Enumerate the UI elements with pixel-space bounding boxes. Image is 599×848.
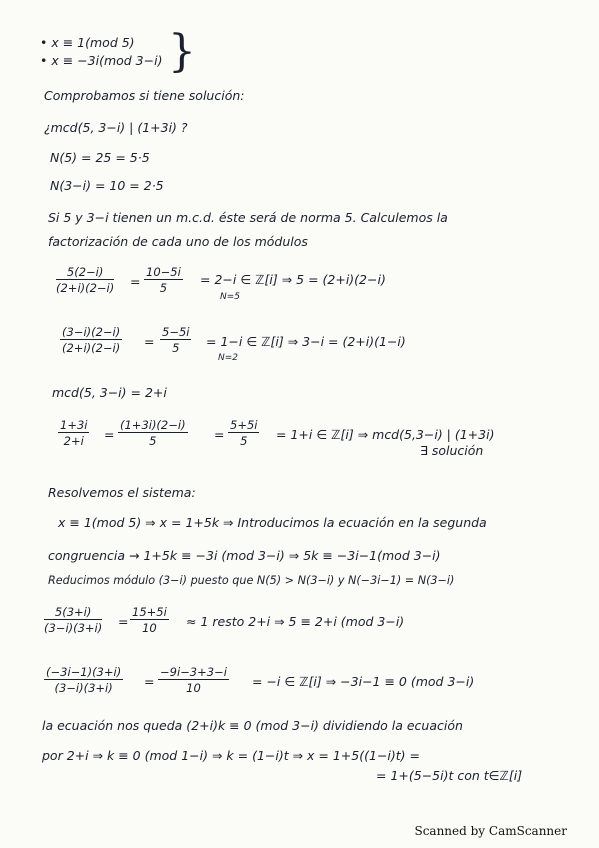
text-line: N(3−i) = 10 = 2·5 — [50, 178, 164, 193]
text-line: = 1+(5−5i)t con t∈ℤ[i] — [376, 768, 523, 783]
norm-annotation: N=5 — [220, 292, 240, 302]
solution-exists: ∃ solución — [420, 443, 484, 458]
text-line: Si 5 y 3−i tienen un m.c.d. éste será de norma 5. Calculemos la — [48, 210, 448, 225]
fraction: $\frac{(3-i)(2-i)}{(2+i)(2-i)}$ — [62, 325, 121, 355]
fraction: $\frac{5-5i}{5}$ — [162, 325, 190, 355]
scanner-watermark: Scanned by CamScanner — [414, 824, 567, 838]
text-line: Comprobamos si tiene solución: — [44, 88, 245, 103]
fraction: $\frac{5(2-i)}{(2+i)(2-i)}$ — [56, 265, 115, 295]
text-line: = 2−i ∈ ℤ[i] ⇒ 5 = (2+i)(2−i) — [200, 272, 386, 287]
text-line: ≈ 1 resto 2+i ⇒ 5 ≡ 2+i (mod 3−i) — [186, 614, 405, 629]
fraction: $\frac{15+5i}{10}$ — [132, 605, 167, 635]
text-line: x ≡ 1(mod 5) ⇒ x = 1+5k ⇒ Introducimos la ecuación en la segunda — [58, 515, 487, 530]
text-line: Resolvemos el sistema: — [48, 485, 196, 500]
fraction: $\frac{5+5i}{5}$ — [230, 418, 258, 448]
equals-sign: = — [104, 427, 115, 442]
equals-sign: = — [118, 614, 129, 629]
text-line: la ecuación nos queda (2+i)k ≡ 0 (mod 3−i) dividiendo la ecuación — [42, 718, 463, 733]
text-line: = 1−i ∈ ℤ[i] ⇒ 3−i = (2+i)(1−i) — [206, 334, 406, 349]
text-line: congruencia → 1+5k ≡ −3i (mod 3−i) ⇒ 5k ≡ −3i−1(mod 3−i) — [48, 548, 441, 563]
fraction: $\frac{1+3i}{2+i}$ — [60, 418, 88, 448]
fraction: $\frac{5(3+i)}{(3-i)(3+i)}$ — [44, 605, 103, 635]
fraction: $\frac{10-5i}{5}$ — [146, 265, 181, 295]
system-brace: } — [168, 26, 196, 77]
text-line: mcd(5, 3−i) = 2+i — [52, 385, 167, 400]
norm-annotation: N=2 — [218, 353, 238, 363]
equals-sign: = — [214, 427, 225, 442]
fraction: $\frac{(-3i-1)(3+i)}{(3-i)(3+i)}$ — [46, 665, 122, 695]
equals-sign: = — [144, 334, 155, 349]
text-line: = −i ∈ ℤ[i] ⇒ −3i−1 ≡ 0 (mod 3−i) — [252, 674, 475, 689]
text-line: N(5) = 25 = 5·5 — [50, 150, 150, 165]
text-line: por 2+i ⇒ k ≡ 0 (mod 1−i) ⇒ k = (1−i)t ⇒ x = 1+5((1−i)t) = — [42, 748, 420, 763]
fraction: $\frac{(1+3i)(2-i)}{5}$ — [120, 418, 186, 448]
text-line: ¿mcd(5, 3−i) | (1+3i) ? — [44, 120, 188, 135]
text-line: = 1+i ∈ ℤ[i] ⇒ mcd(5,3−i) | (1+3i) — [276, 427, 495, 442]
equals-sign: = — [144, 674, 155, 689]
system-eq-2: • x ≡ −3i(mod 3−i) — [40, 53, 163, 68]
text-line: Reducimos módulo (3−i) puesto que N(5) > N(3−i) y N(−3i−1) = N(3−i) — [48, 574, 455, 587]
fraction: $\frac{-9i-3+3-i}{10}$ — [160, 665, 227, 695]
text-line: factorización de cada uno de los módulos — [48, 234, 308, 249]
equals-sign: = — [130, 274, 141, 289]
system-eq-1: • x ≡ 1(mod 5) — [40, 35, 135, 50]
